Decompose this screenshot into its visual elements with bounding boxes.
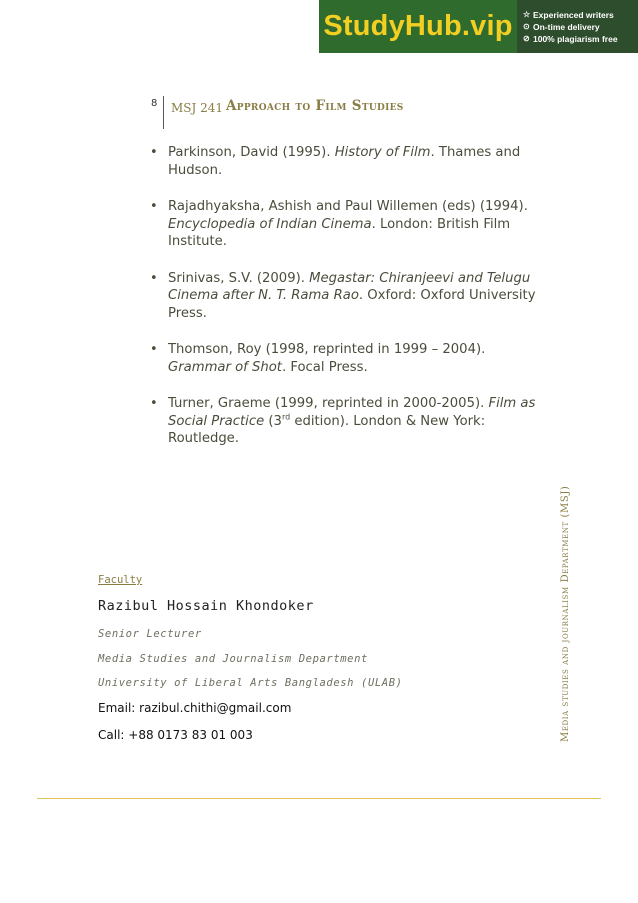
page-title: Approach to Film Studies: [226, 98, 404, 114]
bullet-icon: •: [150, 199, 158, 214]
feature-text: On-time delivery: [533, 21, 600, 32]
reference-text: Rajadhyaksha, Ashish and Paul Willemen (eds) (1994).: [168, 199, 528, 214]
reference-title: Film as Social Practice: [168, 396, 536, 429]
reference-text: Thomson, Roy (1998, reprinted in 1999 – 2004).: [168, 342, 486, 357]
sidebar-department-text: Media studies and journalism Department (MSJ): [560, 485, 571, 742]
page-number: 8: [151, 98, 158, 109]
reference-text: (3: [264, 413, 282, 429]
feature-item: [523, 34, 638, 44]
reference-item: [150, 341, 545, 376]
reference-title: Megastar: Chiranjeevi and Telugu Cinema after N. T. Rama Rao: [168, 270, 531, 303]
reference-text: . Thames and Hudson.: [168, 145, 521, 178]
reference-item: [150, 144, 545, 179]
reference-item: [150, 198, 545, 251]
faculty-university: University of Liberal Arts Bangladesh (ULAB): [98, 677, 403, 689]
faculty-department: Media Studies and Journalism Department: [98, 653, 368, 665]
faculty-name: Razibul Hossain Khondoker: [98, 598, 314, 614]
shield-icon: ⊘: [523, 34, 530, 43]
faculty-role: Senior Lecturer: [98, 628, 202, 640]
header-divider: [163, 96, 164, 129]
feature-text: Experienced writers: [533, 9, 614, 20]
bullet-icon: •: [150, 342, 158, 357]
reference-text: rd: [281, 412, 291, 422]
faculty-email: Email: razibul.chithi@gmail.com: [98, 701, 292, 715]
reference-title: History of Film: [334, 145, 431, 160]
reference-item: [150, 395, 545, 448]
bullet-icon: •: [150, 145, 158, 160]
reference-text: . Focal Press.: [281, 359, 368, 375]
reference-text: Srinivas, S.V. (2009).: [168, 270, 310, 286]
reference-list: [150, 144, 545, 467]
feature-item: [523, 10, 638, 20]
bullet-icon: •: [150, 396, 158, 411]
reference-text: Turner, Graeme (1999, reprinted in 2000-2005).: [168, 396, 489, 411]
bullet-icon: •: [150, 270, 158, 286]
banner-features: [517, 0, 638, 53]
studyhub-banner[interactable]: [319, 0, 638, 53]
reference-item: [150, 270, 545, 323]
reference-text: Parkinson, David (1995).: [168, 145, 335, 160]
reference-title: Encyclopedia of Indian Cinema: [168, 216, 372, 232]
course-code: MSJ 241: [171, 101, 224, 115]
faculty-label: Faculty: [98, 574, 143, 586]
reference-text: edition). London & New York: Routledge.: [168, 413, 486, 446]
star-icon: ☆: [523, 10, 531, 19]
reference-title: Grammar of Shot: [168, 359, 282, 375]
footer-divider: [37, 798, 601, 799]
clock-icon: ⊙: [523, 22, 530, 31]
faculty-phone: Call: +88 0173 83 01 003: [98, 728, 253, 742]
feature-text: 100% plagiarism free: [533, 33, 618, 44]
feature-item: [523, 22, 638, 32]
reference-text: . London: British Film Institute.: [168, 216, 511, 249]
reference-text: . Oxford: Oxford University Press.: [168, 288, 536, 321]
brand-logo-text[interactable]: StudyHub.vip: [323, 10, 513, 42]
banner-brand-area[interactable]: [319, 0, 517, 53]
